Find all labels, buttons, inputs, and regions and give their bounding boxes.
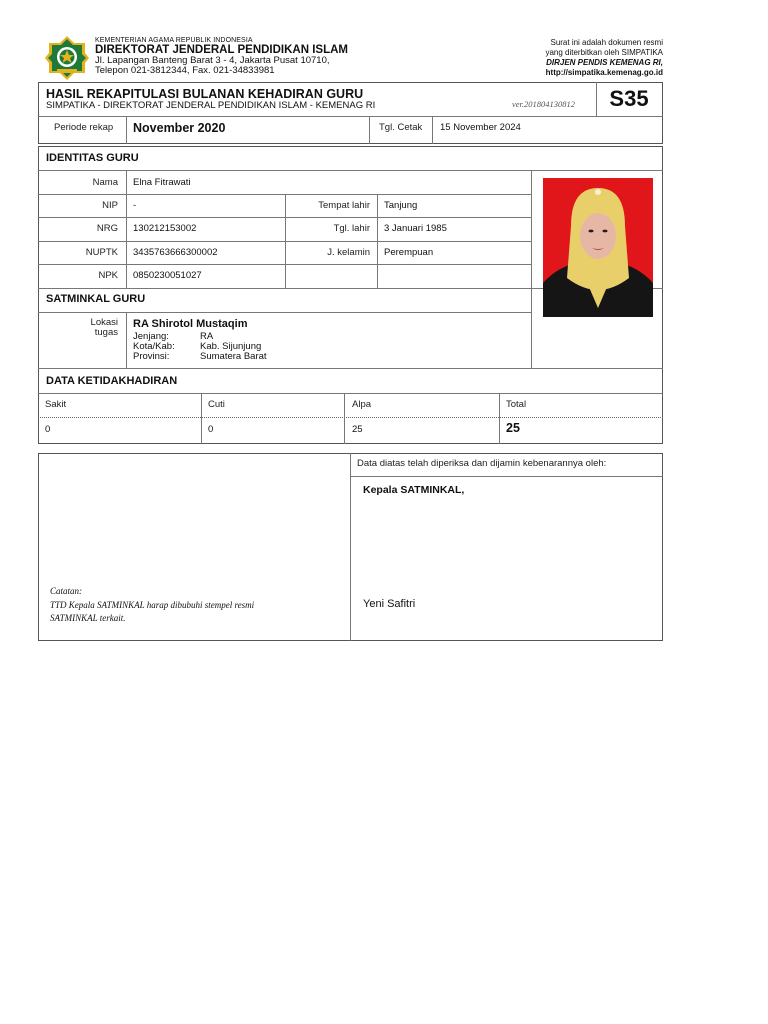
satminkal-section-title: SATMINKAL GURU	[46, 293, 146, 305]
nrg-value: 130212153002	[133, 223, 197, 234]
ministry-name: KEMENTERIAN AGAMA REPUBLIK INDONESIA	[95, 37, 253, 44]
total-label: Total	[506, 399, 527, 410]
name-value: Elna Fitrawati	[133, 177, 191, 188]
birthplace-value: Tanjung	[384, 200, 418, 211]
npk-value: 0850230051027	[133, 270, 202, 281]
city-label: Kota/Kab:	[133, 341, 175, 352]
identity-section-title: IDENTITAS GURU	[46, 152, 139, 164]
total-value: 25	[506, 421, 520, 435]
birthdate-value: 3 Januari 1985	[384, 223, 447, 234]
city-value: Kab. Sijunjung	[200, 341, 262, 352]
npk-label: NPK	[98, 270, 118, 281]
note-line-1: TTD Kepala SATMINKAL harap dibubuhi stempel resmi	[50, 600, 255, 610]
leave-label: Cuti	[208, 399, 225, 410]
print-date-label: Tgl. Cetak	[379, 122, 423, 133]
alpha-value: 25	[352, 424, 363, 435]
alpha-label: Alpa	[352, 399, 372, 410]
head-name: Yeni Safitri	[363, 598, 416, 610]
form-code: S35	[609, 86, 649, 111]
official-note-1: Surat ini adalah dokumen resmi	[550, 38, 663, 47]
verification-text: Data diatas telah diperiksa dan dijamin kebenarannya oleh:	[357, 458, 607, 469]
province-value: Sumatera Barat	[200, 351, 267, 362]
province-label: Provinsi:	[133, 351, 170, 362]
nip-label: NIP	[102, 200, 118, 211]
leave-value: 0	[208, 424, 214, 435]
gender-value: Perempuan	[384, 247, 434, 258]
address-line-2: Telepon 021-3812344, Fax. 021-34833981	[95, 65, 275, 76]
note-title: Catatan:	[50, 586, 83, 596]
gender-label: J. kelamin	[327, 247, 370, 258]
school-name: RA Shirotol Mustaqim	[133, 318, 248, 330]
period-label: Periode rekap	[54, 122, 114, 133]
sick-value: 0	[45, 424, 51, 435]
location-label-1: Lokasi	[90, 317, 118, 328]
sick-label: Sakit	[45, 399, 67, 410]
birthdate-label: Tgl. lahir	[333, 223, 370, 234]
absence-section-title: DATA KETIDAKHADIRAN	[46, 375, 178, 387]
level-value: RA	[200, 331, 214, 342]
official-note-3: DIRJEN PENDIS KEMENAG RI,	[546, 58, 663, 67]
location-label-2: tugas	[94, 327, 118, 338]
report-title: HASIL REKAPITULASI BULANAN KEHADIRAN GURU	[46, 87, 364, 101]
teacher-photo	[543, 178, 653, 317]
head-title: Kepala SATMINKAL,	[363, 484, 465, 496]
official-link[interactable]: http://simpatika.kemenag.go.id	[545, 68, 663, 77]
address-line-1: Jl. Lapangan Banteng Barat 3 - 4, Jakarta Pusat 10710,	[95, 55, 330, 66]
birthplace-label: Tempat lahir	[318, 200, 370, 211]
official-note-2: yang diterbitkan oleh SIMPATIKA	[545, 48, 663, 57]
print-date-value: 15 November 2024	[440, 122, 521, 133]
name-label: Nama	[92, 177, 118, 188]
version-label: ver.201804130812	[512, 99, 576, 109]
nuptk-value: 3435763666300002	[133, 247, 218, 258]
report-subtitle: SIMPATIKA - DIREKTORAT JENDERAL PENDIDIKAN ISLAM - KEMENAG RI	[46, 100, 376, 111]
nrg-label: NRG	[96, 223, 118, 234]
period-value: November 2020	[133, 121, 226, 135]
nip-value: -	[133, 200, 137, 211]
nuptk-label: NUPTK	[85, 247, 118, 258]
note-line-2: SATMINKAL terkait.	[50, 613, 126, 623]
level-label: Jenjang:	[133, 331, 169, 342]
ministry-logo	[44, 35, 90, 81]
directorate-name: DIREKTORAT JENDERAL PENDIDIKAN ISLAM	[95, 44, 349, 56]
